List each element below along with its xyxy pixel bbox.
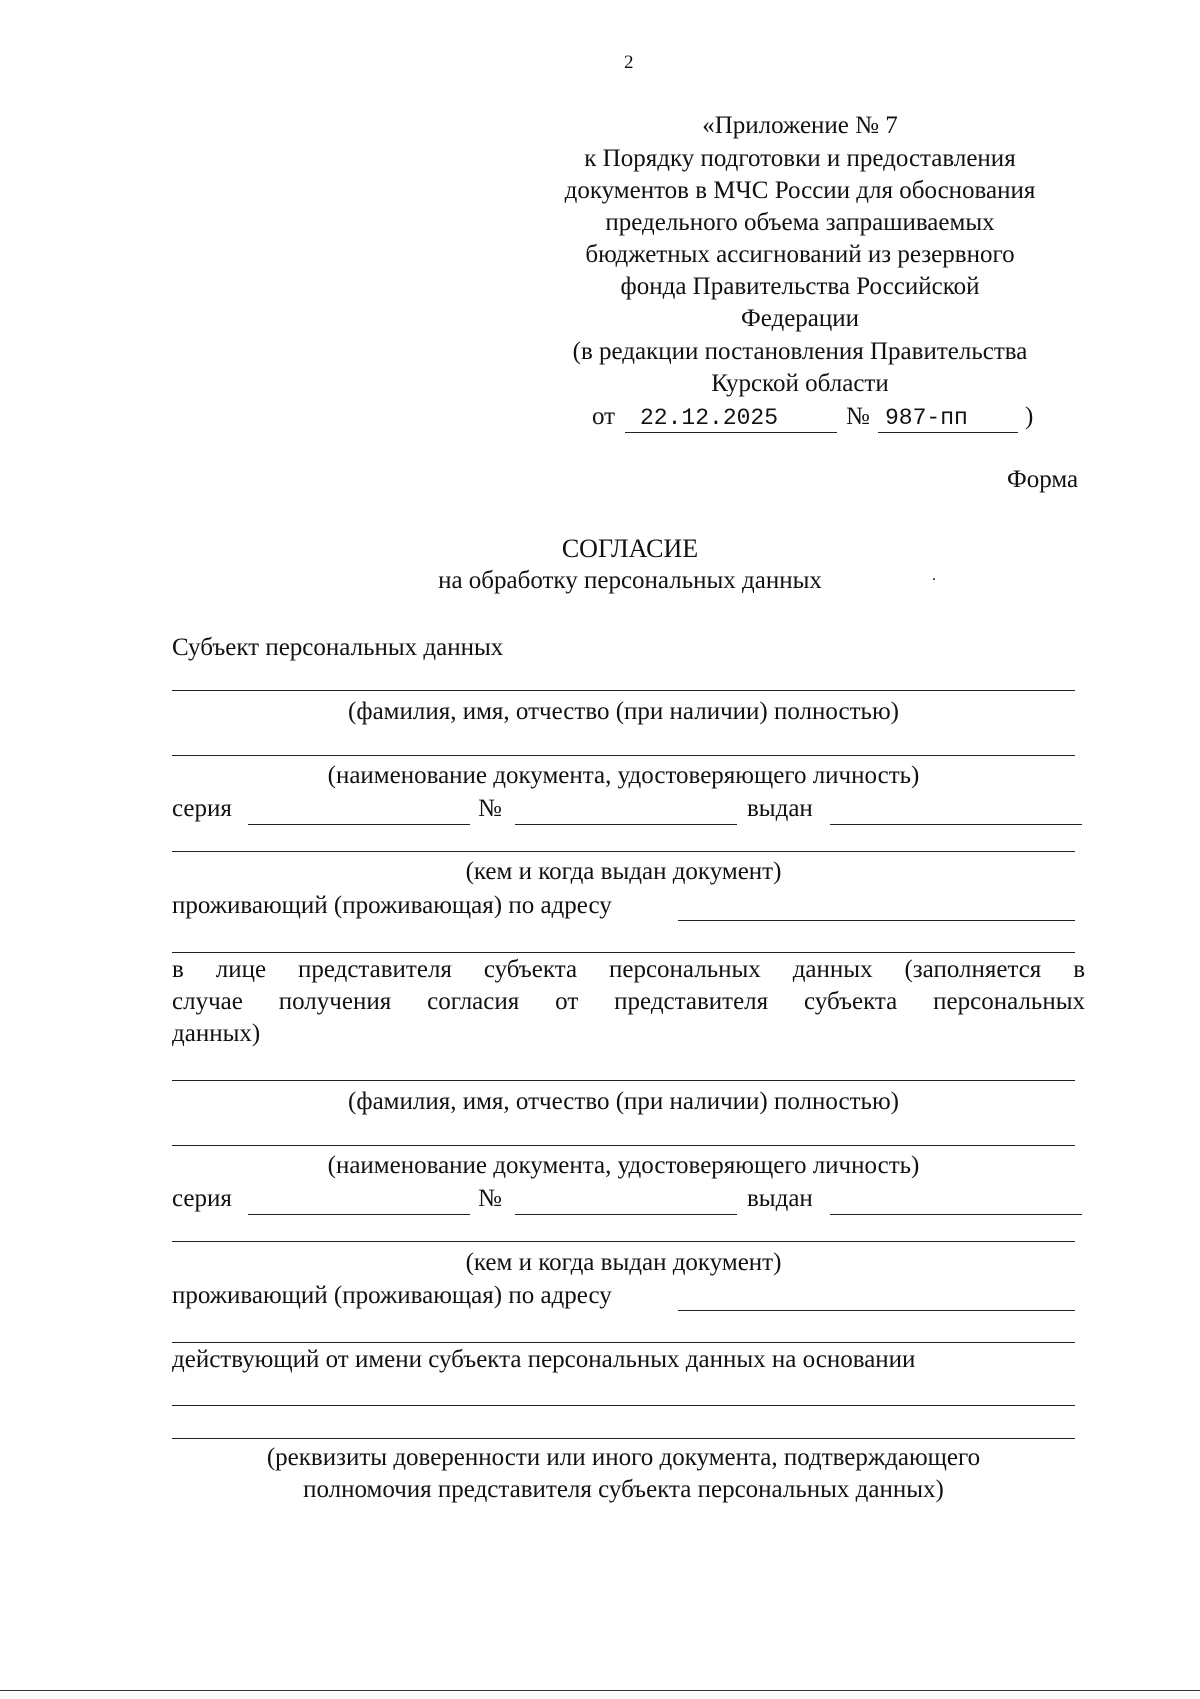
closing-paren: ) bbox=[1025, 403, 1034, 430]
page-number: 2 bbox=[624, 52, 634, 73]
subject-number-field[interactable] bbox=[515, 824, 737, 825]
rep-address-field-2[interactable] bbox=[172, 1342, 1075, 1343]
rep-series-field[interactable] bbox=[248, 1214, 470, 1215]
representative-text-line: случае получения согласия от представителя субъекта персональных bbox=[172, 988, 1085, 1015]
address-label: проживающий (проживающая) по адресу bbox=[172, 892, 612, 919]
power-doc-field-2[interactable] bbox=[172, 1438, 1075, 1439]
caption-id-doc: (наименование документа, удостоверяющего личность) bbox=[327, 762, 920, 789]
document-title: СОГЛАСИЕ bbox=[561, 534, 699, 563]
date-prefix: от bbox=[592, 403, 616, 430]
appendix-line: к Порядку подготовки и предоставления bbox=[584, 145, 1016, 172]
resolution-number: 987-пп bbox=[885, 405, 968, 431]
appendix-line: «Приложение № 7 bbox=[702, 112, 898, 139]
appendix-line: фонда Правительства Российской bbox=[620, 273, 980, 300]
resolution-date: 22.12.2025 bbox=[640, 405, 779, 431]
series-label: серия bbox=[172, 795, 232, 822]
rep-id-doc-field[interactable] bbox=[172, 1145, 1075, 1146]
power-doc-field[interactable] bbox=[172, 1405, 1075, 1406]
subject-label: Субъект персональных данных bbox=[172, 634, 504, 661]
caption-power-doc: (реквизиты доверенности или иного документа, подтверждающего bbox=[266, 1444, 981, 1471]
rep-fio-field[interactable] bbox=[172, 1080, 1075, 1081]
scan-edge-line bbox=[0, 1690, 1200, 1691]
issued-label: выдан bbox=[747, 1185, 813, 1212]
number-prefix: № bbox=[846, 403, 870, 430]
subject-id-doc-field[interactable] bbox=[172, 755, 1075, 756]
series-label: серия bbox=[172, 1185, 232, 1212]
address-label: проживающий (проживающая) по адресу bbox=[172, 1282, 612, 1309]
form-label: Форма bbox=[1007, 466, 1079, 493]
caption-id-doc: (наименование документа, удостоверяющего личность) bbox=[327, 1152, 920, 1179]
caption-issued-by: (кем и когда выдан документ) bbox=[465, 858, 782, 885]
appendix-line: предельного объема запрашиваемых bbox=[605, 209, 995, 236]
rep-address-field[interactable] bbox=[678, 1310, 1075, 1311]
rep-issued-by-field[interactable] bbox=[172, 1241, 1075, 1242]
appendix-line: Курской области bbox=[711, 370, 889, 397]
appendix-line: (в редакции постановления Правительства bbox=[572, 338, 1028, 365]
representative-text-line: данных) bbox=[172, 1020, 261, 1047]
acting-text: действующий от имени субъекта персональных данных на основании bbox=[172, 1346, 916, 1373]
issued-label: выдан bbox=[747, 795, 813, 822]
subject-issued-field[interactable] bbox=[830, 824, 1082, 825]
appendix-line: документов в МЧС России для обоснования bbox=[564, 177, 1036, 204]
appendix-line: бюджетных ассигнований из резервного bbox=[585, 241, 1015, 268]
stray-dot: . bbox=[932, 567, 936, 584]
appendix-line: Федерации bbox=[740, 305, 860, 332]
rep-number-field[interactable] bbox=[515, 1214, 737, 1215]
subject-address-field[interactable] bbox=[678, 920, 1075, 921]
caption-fio: (фамилия, имя, отчество (при наличии) полностью) bbox=[348, 698, 899, 725]
subject-issued-by-field[interactable] bbox=[172, 851, 1075, 852]
rep-issued-field[interactable] bbox=[830, 1214, 1082, 1215]
number-label: № bbox=[478, 1185, 502, 1212]
caption-power-doc: полномочия представителя субъекта персональных данных) bbox=[303, 1476, 944, 1503]
number-label: № bbox=[478, 795, 502, 822]
caption-issued-by: (кем и когда выдан документ) bbox=[465, 1249, 782, 1276]
document-subtitle: на обработку персональных данных bbox=[438, 567, 822, 594]
representative-text-line: в лице представителя субъекта персональных данных (заполняется в bbox=[172, 956, 1085, 983]
number-underline bbox=[878, 432, 1018, 433]
date-underline bbox=[625, 432, 837, 433]
caption-fio: (фамилия, имя, отчество (при наличии) полностью) bbox=[348, 1088, 899, 1115]
subject-address-field-2[interactable] bbox=[172, 952, 1075, 953]
subject-fio-field[interactable] bbox=[172, 690, 1075, 691]
subject-series-field[interactable] bbox=[248, 824, 470, 825]
